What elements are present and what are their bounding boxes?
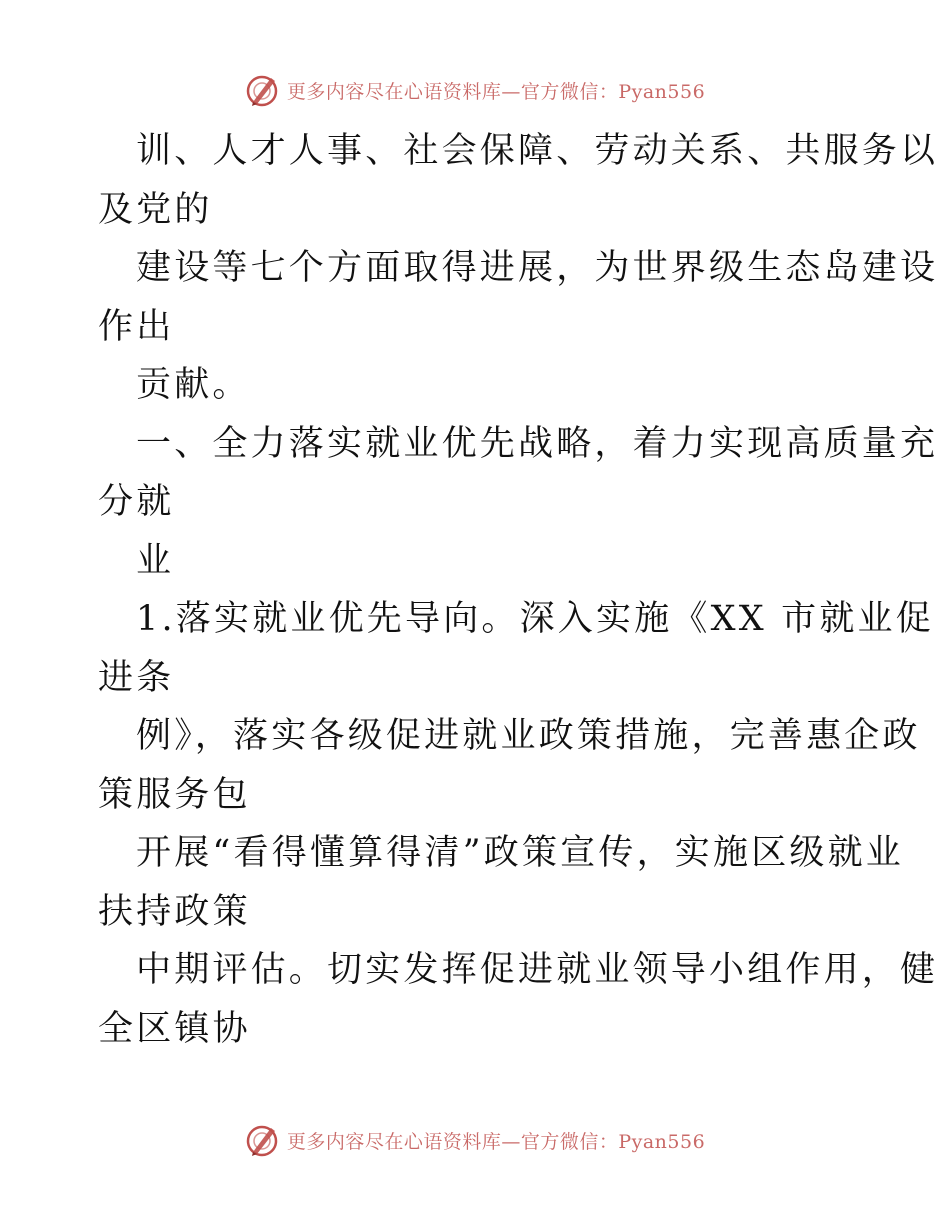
paragraph-line: 策服务包 (98, 774, 251, 815)
paragraph-line: 开展“看得懂算得清”政策宣传，实施区级就业 (136, 833, 904, 873)
paragraph (98, 415, 939, 532)
footer-watermark (0, 1120, 950, 1160)
paragraph-line: 例》，落实各级促进就业政策措施，完善惠企政 (136, 716, 921, 756)
document-body (98, 122, 939, 1058)
paragraph-line: 中期评估。切实发挥促进就业领导小组作用，健 (136, 950, 939, 990)
paragraph-line: 贡献。 (136, 365, 251, 405)
header-watermark (0, 70, 950, 110)
paragraph-line: 一、全力落实就业优先战略，着力实现高质量充 (136, 423, 939, 464)
paragraph (98, 356, 858, 415)
paragraph (98, 532, 858, 591)
paragraph-line: 扶持政策 (98, 891, 251, 932)
paragraph-line: 训、人才人事、社会保障、劳动关系、共服务以 (136, 131, 939, 171)
watermark-text: 更多内容尽在心语资料库—官方微信：Pyan556 (286, 1130, 706, 1153)
paragraph (98, 707, 921, 824)
watermark-text: 更多内容尽在心语资料库—官方微信：Pyan556 (286, 80, 706, 103)
paragraph-line: 业 (136, 540, 175, 581)
paragraph-line: 1.落实就业优先导向。深入实施《XX 市就业促 (136, 599, 934, 639)
paragraph (98, 590, 934, 707)
paragraph-line: 全区镇协 (98, 1008, 251, 1049)
pen-in-circle-logo-icon (245, 1122, 281, 1158)
paragraph (98, 824, 904, 941)
paragraph-line: 作出 (98, 306, 175, 347)
paragraph (98, 239, 939, 356)
pen-in-circle-logo-icon (245, 72, 281, 108)
paragraph (98, 122, 939, 239)
paragraph-line: 进条 (98, 657, 175, 698)
paragraph-line: 分就 (98, 482, 175, 522)
paragraph-line: 及党的 (98, 189, 213, 230)
paragraph-line: 建设等七个方面取得进展，为世界级生态岛建设 (136, 248, 939, 288)
paragraph (98, 941, 939, 1058)
